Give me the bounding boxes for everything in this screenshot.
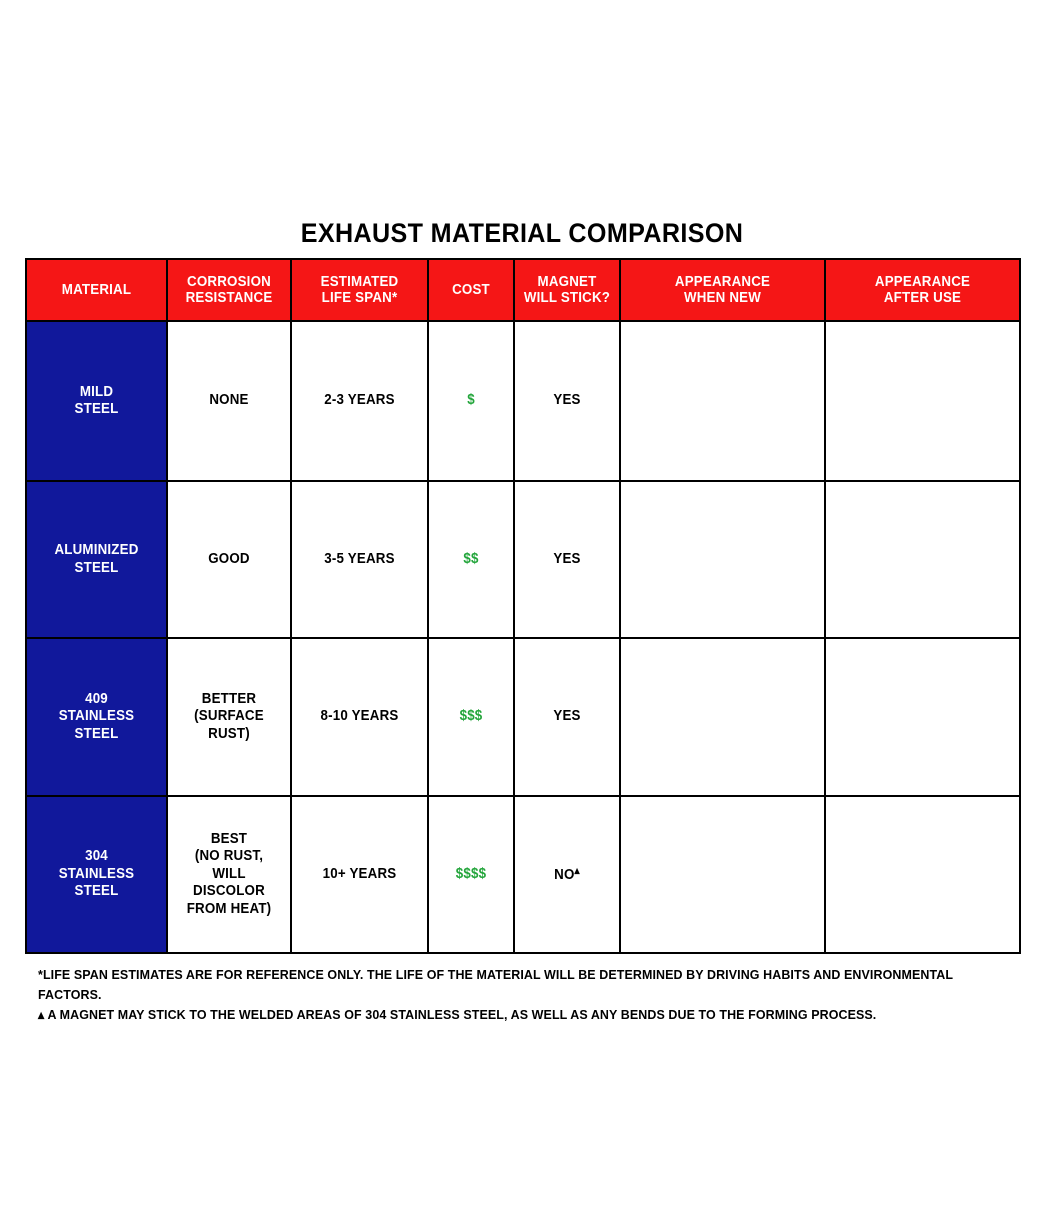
cell-lifespan-409-stainless-steel — [291, 638, 428, 796]
cell-material-304-stainless-steel — [26, 796, 167, 953]
corrosion-line: NONE — [209, 392, 249, 409]
cell-image-new-409-stainless-steel — [620, 638, 825, 796]
corrosion-line: FROM HEAT) — [186, 900, 272, 917]
corrosion-line: BETTER — [201, 690, 257, 707]
corrosion-line: BEST — [210, 831, 248, 848]
table-row — [26, 481, 1020, 638]
cell-lifespan-304-stainless-steel — [291, 796, 428, 953]
lifespan-value: 3-5 YEARS — [324, 550, 395, 567]
cell-material-mild-steel — [26, 321, 167, 481]
cell-cost-304-stainless-steel — [428, 796, 514, 953]
cell-cost-aluminized-steel — [428, 481, 514, 638]
material-line: 409 — [85, 690, 108, 707]
cell-corrosion-304-stainless-steel — [167, 796, 291, 953]
magnet-footnote-marker: ▴ — [574, 864, 580, 877]
magnet-value-wrap — [519, 865, 615, 884]
header-line: COST — [452, 281, 490, 298]
corrosion-line: RUST) — [208, 725, 250, 742]
corrosion-line: (NO RUST, — [194, 848, 264, 865]
cell-corrosion-409-stainless-steel — [167, 638, 291, 796]
magnet-value: NO — [554, 866, 575, 883]
material-line: STAINLESS — [58, 865, 135, 882]
column-header-estimated-life-span — [291, 259, 428, 321]
cell-magnet-409-stainless-steel — [514, 638, 620, 796]
page-title: EXHAUST MATERIAL COMPARISON — [300, 218, 744, 248]
cell-image-used-409-stainless-steel — [825, 638, 1020, 796]
footnote-lifespan: *LIFE SPAN ESTIMATES ARE FOR REFERENCE ONLY. THE LIFE OF THE MATERIAL WILL BE DETERMINED BY DRIVING HABITS AND ENVIRONMENTAL FACTORS. — [38, 967, 953, 1003]
cell-corrosion-mild-steel — [167, 321, 291, 481]
header-line: ESTIMATED — [320, 273, 399, 290]
cell-magnet-mild-steel — [514, 321, 620, 481]
column-header-corrosion-resistance — [167, 259, 291, 321]
column-header-appearance-when-new — [620, 259, 825, 321]
magnet-value: YES — [553, 550, 581, 567]
corrosion-line: (SURFACE — [194, 708, 264, 725]
header-line: MAGNET — [537, 273, 597, 290]
cell-image-new-mild-steel — [620, 321, 825, 481]
cell-material-aluminized-steel — [26, 481, 167, 638]
cell-lifespan-aluminized-steel — [291, 481, 428, 638]
cell-image-new-304-stainless-steel — [620, 796, 825, 953]
cost-value: $$$ — [459, 708, 483, 725]
cell-corrosion-aluminized-steel — [167, 481, 291, 638]
material-line: 304 — [85, 848, 108, 865]
cell-lifespan-mild-steel — [291, 321, 428, 481]
material-line: STEEL — [74, 559, 119, 576]
cost-value: $ — [467, 392, 475, 409]
material-line: ALUMINIZED — [54, 542, 139, 559]
comparison-table-wrapper — [25, 258, 1019, 954]
header-line: APPEARANCE — [874, 273, 971, 290]
material-line: STAINLESS — [58, 708, 135, 725]
material-line: STEEL — [74, 725, 119, 742]
magnet-value: YES — [553, 708, 581, 725]
cell-material-409-stainless-steel — [26, 638, 167, 796]
header-line: AFTER USE — [883, 290, 962, 306]
table-row — [26, 796, 1020, 953]
lifespan-value: 2-3 YEARS — [324, 392, 395, 409]
lifespan-value: 10+ YEARS — [322, 865, 397, 882]
column-header-material — [26, 259, 167, 321]
footnote-magnet: ▴ A MAGNET MAY STICK TO THE WELDED AREAS OF 304 STAINLESS STEEL, AS WELL AS ANY BENDS DUE TO THE FORMING PROCESS. — [38, 1007, 877, 1023]
cost-value: $$ — [463, 550, 479, 567]
header-line: WHEN NEW — [683, 290, 762, 306]
magnet-value: YES — [553, 392, 581, 409]
table-row — [26, 321, 1020, 481]
column-header-cost — [428, 259, 514, 321]
footnotes — [38, 965, 1018, 1025]
cell-cost-409-stainless-steel — [428, 638, 514, 796]
exhaust-material-comparison-table — [25, 258, 1021, 954]
header-line: RESISTANCE — [185, 290, 273, 306]
cost-value: $$$$ — [455, 865, 487, 882]
corrosion-line: WILL DISCOLOR — [193, 865, 265, 900]
corrosion-line: GOOD — [208, 550, 250, 567]
header-line: WILL STICK? — [523, 290, 611, 306]
column-header-appearance-after-use — [825, 259, 1020, 321]
header-line: LIFE SPAN* — [321, 290, 398, 306]
header-line: MATERIAL — [61, 281, 132, 298]
cell-cost-mild-steel — [428, 321, 514, 481]
table-header-row — [26, 259, 1020, 321]
header-line: CORROSION — [187, 273, 271, 290]
table-row — [26, 638, 1020, 796]
cell-image-used-304-stainless-steel — [825, 796, 1020, 953]
cell-image-used-mild-steel — [825, 321, 1020, 481]
cell-image-used-aluminized-steel — [825, 481, 1020, 638]
cell-magnet-304-stainless-steel — [514, 796, 620, 953]
material-line: STEEL — [74, 883, 119, 900]
lifespan-value: 8-10 YEARS — [320, 708, 399, 725]
cell-magnet-aluminized-steel — [514, 481, 620, 638]
material-line: STEEL — [74, 401, 119, 417]
material-line: MILD — [79, 383, 114, 400]
column-header-magnet-will-stick — [514, 259, 620, 321]
header-line: APPEARANCE — [674, 273, 771, 290]
cell-image-new-aluminized-steel — [620, 481, 825, 638]
